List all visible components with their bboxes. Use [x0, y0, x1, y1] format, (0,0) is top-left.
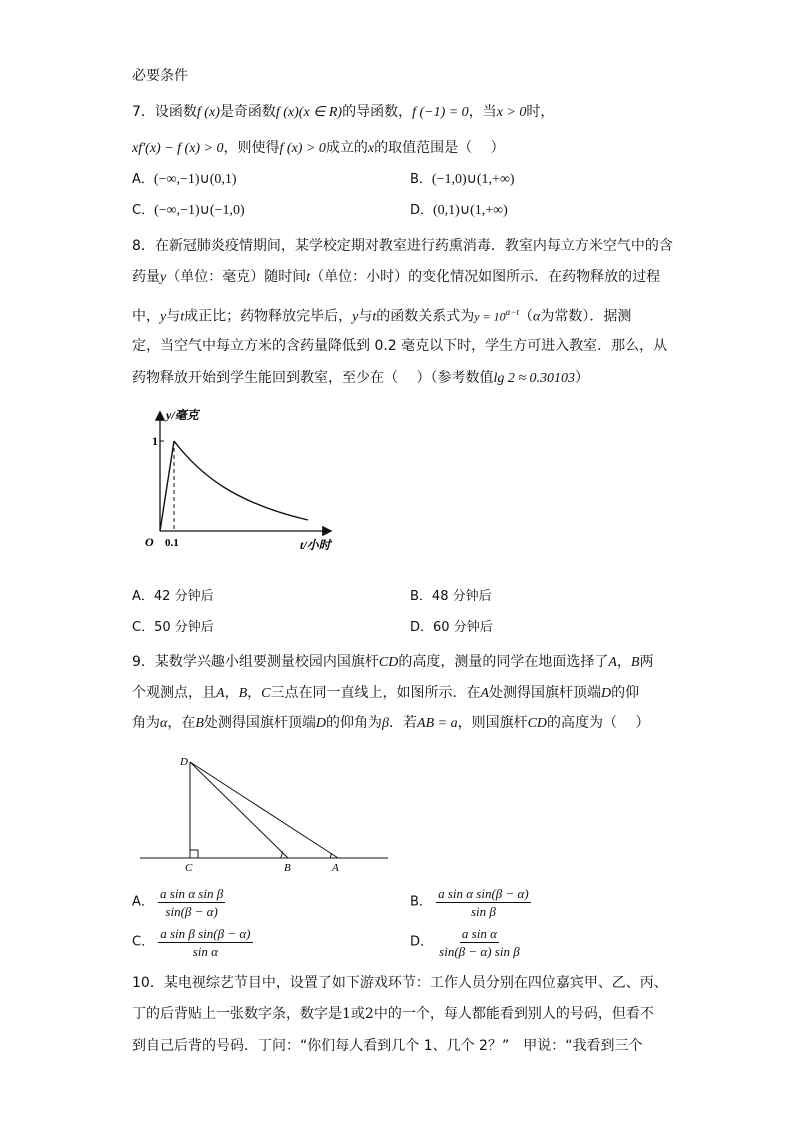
q8-option-d[interactable]: D．60 分钟后 [410, 620, 493, 635]
q7-option-a[interactable]: A．(−∞,−1)∪(0,1) [132, 172, 237, 187]
q7-option-d[interactable]: D．(0,1)∪(1,+∞) [410, 203, 508, 218]
label-d: D [180, 756, 188, 768]
q10-line2: 丁的后背贴上一张数字条，数字是1或2中的一个，每人都能看到别人的号码，但看不 [132, 1006, 654, 1022]
y-value-label: 1 [152, 434, 158, 448]
q10-line1: 10．某电视综艺节目中，设置了如下游戏环节：工作人员分别在四位嘉宾甲、乙、丙、 [132, 975, 668, 991]
q9-line1: 9．某数学兴趣小组要测量校园内国旗杆CD的高度，测量的同学在地面选择了A，B两 [132, 654, 654, 670]
q7-option-b[interactable]: B．(−1,0)∪(1,+∞) [410, 172, 515, 187]
q8-line2: 药量y（单位：毫克）随时间t（单位：小时）的变化情况如图所示．在药物释放的过程 [132, 269, 661, 285]
label-c: C [185, 862, 193, 874]
q8-option-a[interactable]: A．42 分钟后 [132, 589, 214, 604]
q10-line3: 到自己后背的号码．丁问：“你们每人看到几个 1、几个 2？” 甲说：“我看到三个 [132, 1038, 643, 1054]
x-axis-label: t/小时 [300, 538, 331, 552]
right-angle-mark [190, 850, 198, 858]
q9-line3: 角为α，在B处测得国旗杆顶端D的仰角为β．若AB = a，则国旗杆CD的高度为（ ） [132, 715, 650, 731]
q7-line2: xf′(x) − f (x) > 0，则使得f (x) > 0成立的x的取值范围是（ ） [132, 140, 505, 156]
line-db [190, 762, 288, 858]
prev-answer-text: 必要条件 [132, 68, 188, 84]
q8-line3: 中，y与t成正比；药物释放完毕后，y与t的函数关系式为$y = 10^{\alpha-t}(\alpha$为常数）．据测 [132, 307, 632, 325]
label-a: A [332, 862, 339, 874]
angle-beta-arc [280, 851, 282, 858]
origin-label: O [145, 535, 154, 549]
q9-option-d[interactable]: D． $\frac{\text{a sin α}}{\text{sin(β − α) sin β}}$ [410, 926, 520, 959]
q8-line1: 8．在新冠肺炎疫情期间，某学校定期对教室进行药熏消毒．教室内每立方米空气中的含 [132, 238, 673, 254]
q9-option-c[interactable]: C． $\frac{\text{a sin β sin(β − α)}}{\text{sin α}}$ [132, 926, 251, 959]
flagpole-figure [138, 752, 392, 874]
q8-line5: 药物释放开始到学生能回到教室，至少在（ ）（参考数值lg 2 ≈ 0.30103） [132, 370, 590, 386]
decay-curve [174, 441, 308, 520]
q9-option-b[interactable]: B． $\frac{\text{a sin α sin(β − α)}}{\text{sin β}}$ [410, 886, 529, 919]
x-value-label: 0.1 [165, 537, 179, 549]
q8-line4: 定，当空气中每立方米的含药量降低到 0.2 毫克以下时，学生方可进入教室．那么，从 [132, 338, 668, 354]
q9-option-a[interactable]: A． $\frac{\text{a sin α sin β}}{\sin(\beta - \alpha)}$ [132, 886, 224, 919]
q8-option-b[interactable]: B．48 分钟后 [410, 589, 492, 604]
label-b: B [284, 862, 291, 874]
q7-option-c[interactable]: C．(−∞,−1)∪(−1,0) [132, 203, 245, 218]
y-axis-label: y/毫克 [166, 408, 199, 422]
rising-line [160, 441, 174, 531]
q7-line1: 7．设函数f (x)是奇函数f (x)(x ∈ R)的导函数，f (−1) = 0，当x > 0时， [132, 104, 555, 120]
q9-line2: 个观测点，且A，B，C三点在同一直线上，如图所示．在A处测得国旗杆顶端D的仰 [132, 685, 640, 701]
drug-concentration-graph [140, 405, 370, 560]
line-da [190, 762, 338, 858]
q8-option-c[interactable]: C．50 分钟后 [132, 620, 214, 635]
